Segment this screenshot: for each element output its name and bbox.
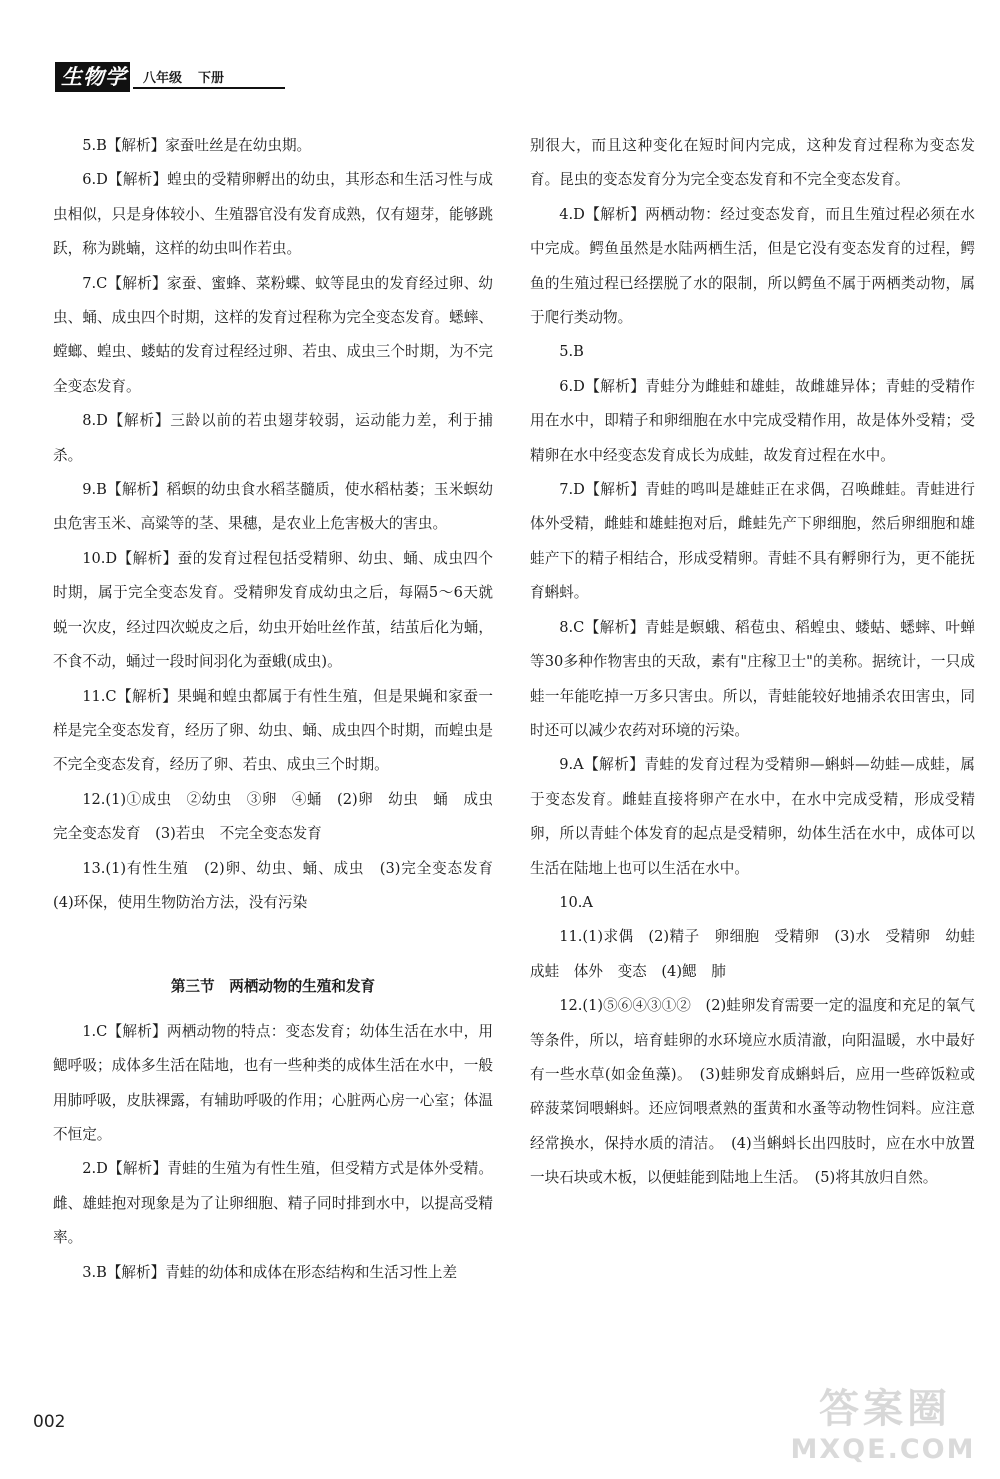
answer-item: 6.D【解析】蝗虫的受精卵孵出的幼虫，其形态和生活习性与成虫相似，只是身体较小、生殖器官没有发育成熟，仅有翅芽，能够跳跃，称为跳蝻，这样的幼虫叫作若虫。 [53, 171, 493, 258]
answer-item-continued: 别很大，而且这种变化在短时间内完成，这种发育过程称为变态发育。昆虫的变态发育分为完全变态发育和不完全变态发育。 [530, 137, 975, 189]
right-column [530, 129, 990, 1196]
answer-item: 9.B【解析】稻螟的幼虫食水稻茎髓质，使水稻枯萎；玉米螟幼虫危害玉米、高粱等的茎、果穗，是农业上危害极大的害虫。 [53, 481, 493, 533]
watermark-logo [778, 1382, 990, 1466]
answer-item: 7.C【解析】家蚕、蜜蜂、菜粉蝶、蚊等昆虫的发育经过卵、幼虫、蛹、成虫四个时期，这样的发育过程称为完全变态发育。蟋蟀、螳螂、蝗虫、蝼蛄的发育过程经过卵、若虫、成虫三个时期，为不完全变态发育。 [53, 274, 493, 395]
header-rule [133, 87, 285, 89]
answer-item: 13.(1)有性生殖 (2)卵、幼虫、蛹、成虫 (3)完全变态发育 (4)环保，使用生物防治方法，没有污染 [53, 859, 508, 911]
header-book: 下册 [198, 71, 225, 86]
answer-item: 4.D【解析】两栖动物：经过变态发育，而且生殖过程必须在水中完成。鳄鱼虽然是水陆两栖生活，但是它没有变态发育的过程，鳄鱼的生殖过程已经摆脱了水的限制，所以鳄鱼不属于两栖类动物，属于爬行类动物。 [530, 205, 975, 327]
answer-item: 7.D【解析】青蛙的鸣叫是雄蛙正在求偶，召唤雌蛙。青蛙进行体外受精，雌蛙和雄蛙抱对后，雌蛙先产下卵细胞，然后卵细胞和雄蛙产下的精子相结合，形成受精卵。青蛙不具有孵卵行为，更不能抚育蝌蚪。 [530, 481, 975, 602]
section-title: 第三节 两栖动物的生殖和发育 [170, 978, 376, 996]
watermark-text: 答案圈 [819, 1386, 951, 1432]
watermark-url: MXQE.COM [790, 1434, 976, 1465]
answer-item: 10.A [559, 893, 593, 911]
answer-item: 11.(1)求偶 (2)精子 卵细胞 受精卵 (3)水 受精卵 幼蛙 成蛙 体外 变态 (4)鳃 肺 [530, 928, 990, 980]
answer-item: 6.D【解析】青蛙分为雌蛙和雄蛙，故雌雄异体；青蛙的受精作用在水中，即精子和卵细胞在水中完成受精作用，故是体外受精；受精卵在水中经变态发育成长为成蛙，故发育过程在水中。 [530, 377, 975, 464]
answer-item: 12.(1)⑤⑥④③①② (2)蛙卵发育需要一定的温度和充足的氧气等条件，所以，培育蛙卵的水环境应水质清澈，向阳温暖，水中最好有一些水草(如金鱼藻)。 (3)蛙卵发育成蝌蚪后，应用一些碎饭粒或碎菠菜饲喂蝌蚪。还应饲喂煮熟的蛋黄和水蚤等动物性饲料。应注意经常换水，保持水质的清洁。 (4)当蝌蚪长出四肢时，应在水中放置一块石块或木板，以便蛙能到陆地上生活。 (5)将其放归自然。 [530, 997, 975, 1187]
page-number: 002 [33, 1412, 66, 1432]
answer-item: 5.B [559, 343, 584, 361]
header-title: 生物学 [61, 65, 127, 89]
answer-item: 8.C【解析】青蛙是螟蛾、稻苞虫、稻蝗虫、蝼蛄、蟋蟀、叶蝉等30多种作物害虫的天敌，素有"庄稼卫士"的美称。据统计，一只成蛙一年能吃掉一万多只害虫。所以，青蛙能较好地捕杀农田害虫，同时还可以减少农药对环境的污染。 [530, 618, 975, 739]
answer-item: 2.D【解析】青蛙的生殖为有性生殖，但受精方式是体外受精。雌、雄蛙抱对现象是为了让卵细胞、精子同时排到水中，以提高受精率。 [53, 1160, 493, 1247]
answer-item: 9.A【解析】青蛙的发育过程为受精卵—蝌蚪—幼蛙—成蛙，属于变态发育。雌蛙直接将卵产在水中，在水中完成受精，形成受精卵，所以青蛙个体发育的起点是受精卵，幼体生活在水中，成体可以生活在陆地上也可以生活在水中。 [530, 756, 975, 877]
answer-item: 12.(1)①成虫 ②幼虫 ③卵 ④蛹 (2)卵 幼虫 蛹 成虫 完全变态发育 (3)若虫 不完全变态发育 [53, 790, 508, 843]
answer-item: 11.C【解析】果蝇和蝗虫都属于有性生殖，但是果蝇和家蚕一样是完全变态发育，经历了卵、幼虫、蛹、成虫四个时期，而蝗虫是不完全变态发育，经历了卵、若虫、成虫三个时期。 [53, 687, 493, 774]
answer-item: 8.D【解析】三龄以前的若虫翅芽较弱，运动能力差，利于捕杀。 [53, 412, 493, 464]
answer-item: 1.C【解析】两栖动物的特点：变态发育；幼体生活在水中，用鳃呼吸；成体多生活在陆地，也有一些种类的成体生活在水中，一般用肺呼吸，皮肤裸露，有辅助呼吸的作用；心脏两心房一心室；体温不恒定。 [53, 1022, 493, 1143]
answer-item: 5.B【解析】家蚕吐丝是在幼虫期。 [82, 137, 312, 154]
answer-item: 10.D【解析】蚕的发育过程包括受精卵、幼虫、蛹、成虫四个时期，属于完全变态发育。受精卵发育成幼虫之后，每隔5～6天就蜕一次皮，经过四次蜕皮之后，幼虫开始吐丝作茧，结茧后化为蛹，不食不动，蛹过一段时间羽化为蚕蛾(成虫)。 [53, 549, 493, 671]
answer-item: 3.B【解析】青蛙的幼体和成体在形态结构和生活习性上差 [82, 1263, 458, 1281]
header-grade: 八年级 [143, 71, 183, 86]
left-column [53, 129, 508, 1290]
